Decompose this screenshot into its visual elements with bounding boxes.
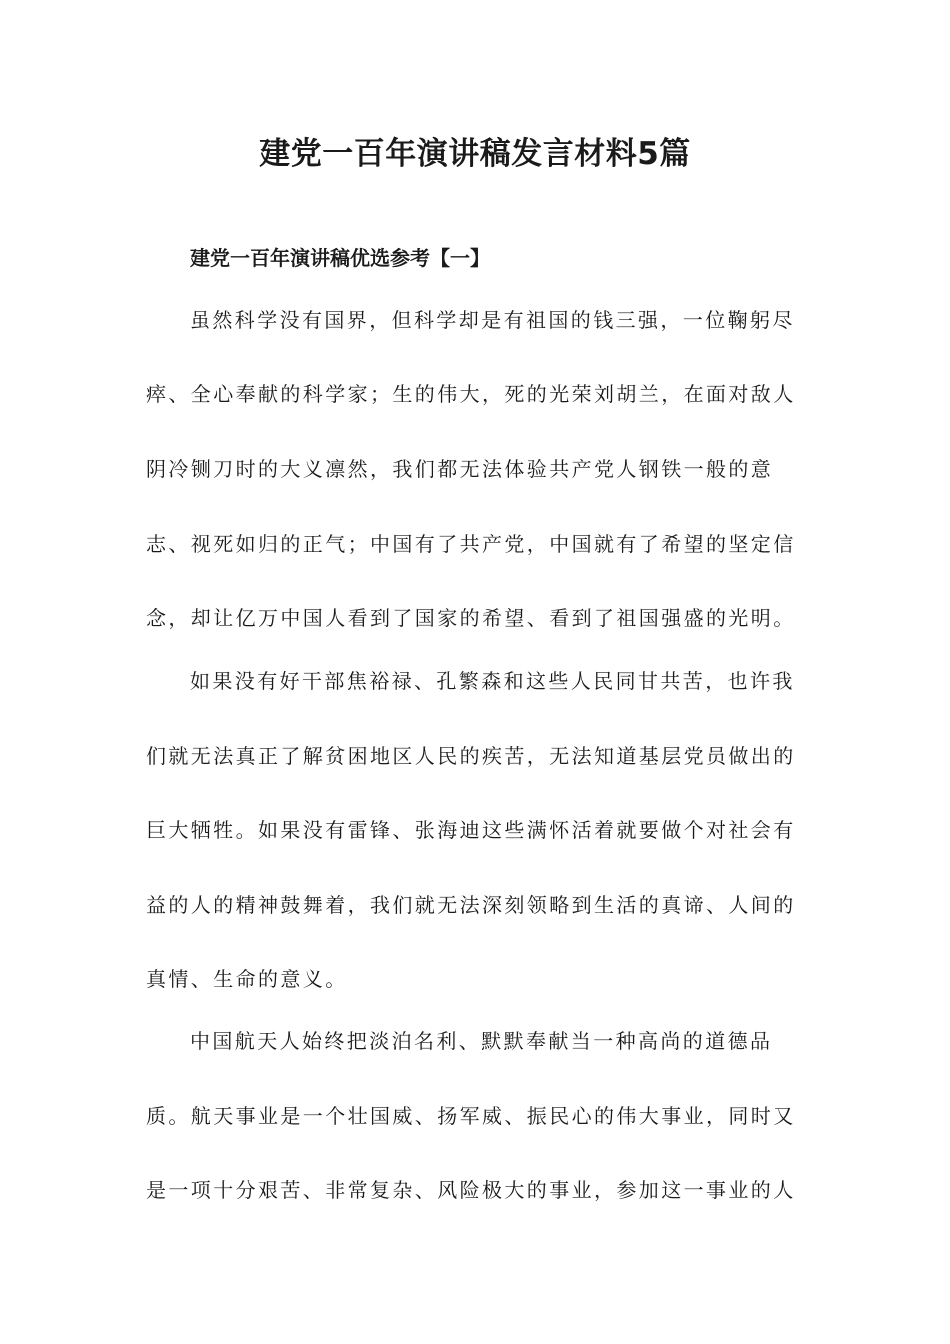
paragraph-1-line-4: 志、视死如归的正气；中国有了共产党，中国就有了希望的坚定信 [146,532,796,556]
paragraph-1-line-5: 念，却让亿万中国人看到了国家的希望、看到了祖国强盛的光明。 [146,606,796,630]
paragraph-1-line-3: 阴冷铡刀时的大义凛然，我们都无法体验共产党人钢铁一般的意 [146,457,774,481]
paragraph-2-line-5: 真情、生命的意义。 [146,967,348,991]
paragraph-2-line-3: 巨大牺牲。如果没有雷锋、张海迪这些满怀活着就要做个对社会有 [146,818,796,842]
paragraph-2-line-1: 如果没有好干部焦裕禄、孔繁森和这些人民同甘共苦，也许我 [190,669,795,693]
paragraph-1-line-2: 瘁、全心奉献的科学家；生的伟大，死的光荣刘胡兰，在面对敌人 [146,382,796,406]
paragraph-3-line-2: 质。航天事业是一个壮国威、扬军威、振民心的伟大事业，同时又 [146,1104,796,1128]
section-heading: 建党一百年演讲稿优选参考【一】 [190,246,490,270]
paragraph-3-line-3: 是一项十分艰苦、非常复杂、风险极大的事业，参加这一事业的人 [146,1178,796,1202]
paragraph-3-line-1: 中国航天人始终把淡泊名利、默默奉献当一种高尚的道德品 [190,1029,773,1053]
paragraph-2-line-2: 们就无法真正了解贫困地区人民的疾苦，无法知道基层党员做出的 [146,744,796,768]
paragraph-2-line-4: 益的人的精神鼓舞着，我们就无法深刻领略到生活的真谛、人间的 [146,893,796,917]
document-title: 建党一百年演讲稿发言材料5篇 [259,136,691,172]
paragraph-1-line-1: 虽然科学没有国界，但科学却是有祖国的钱三强，一位鞠躬尽 [190,308,795,332]
